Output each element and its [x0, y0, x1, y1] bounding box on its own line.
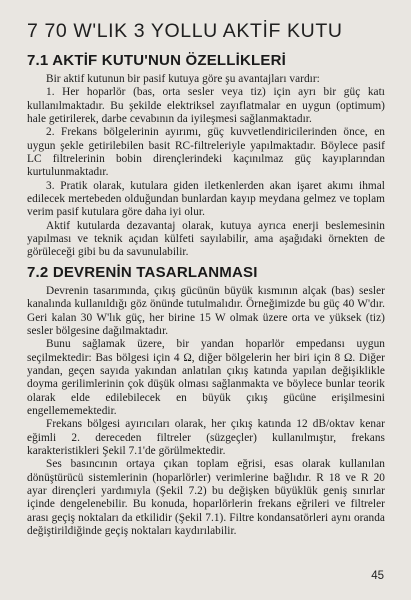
- paragraph: Aktif kutularda dezavantaj olarak, kutuya ayrıca enerji beslemesinin yapılması ve teknik açıdan külfeti sayılabilir, ama aşağıdaki örnekten de görüleceği gibi bu da savunulabilir.: [27, 219, 385, 259]
- paragraph: 1. Her hoparlör (bas, orta sesler veya tiz) için ayrı bir güç katı kullanılmaktadır. Bu şekilde elektriksel zayıflatmalar en uygun (optimum) hale getirilerek, darbe cevabının da iyileşmesi sağlanmaktadır.: [27, 86, 385, 126]
- paragraph: 2. Frekans bölgelerinin ayırımı, güç kuvvetlendiricilerinden önce, en uygun şekle getirilebilen basit RC-filtreleriyle yapılmaktadır. Böylece pasif LC filtrelerinin bobin dirençlerindeki kaçınılmaz güç kayıplarından kurtulunmaktadır.: [27, 126, 385, 179]
- paragraph: Devrenin tasarımında, çıkış gücünün büyük kısmının alçak (bas) sesler kanalında kullanıldığı göz önünde tutulmalıdır. Örneğimizde bu güç 40 W'dır. Geri kalan 30 W'lık güç, her birine 15 W olmak üzere orta ve yüksek (tiz) sesler bölgesine dağılmaktadır.: [27, 284, 385, 337]
- paragraph: Ses basıncının ortaya çıkan toplam eğrisi, esas olarak kullanılan dönüştürücü sistemlerinin (hoparlörler) verimlerine bağlıdır. R 18 ve R 20 ayar dirençleri yardımıyla (Şekil 7.2) bu değişken büyüklük geniş sınırlar içinde dengelenebilir. Bu konuda, hoparlörlerin frekans eğrileri ve filtreler arası geçiş noktaları da etkilidir (Şekil 7.1). Filtre kondansatörleri aynı oranda değiştirildiğinde geçiş noktaları kaydırılabilir.: [27, 458, 385, 537]
- paragraph: 3. Pratik olarak, kutulara giden iletkenlerden akan işaret akımı ihmal edilecek mertebeden olduğundan bunlardan kayıp meydana gelmez ve toplam verim pasif kutulara göre daha iyi olur.: [27, 179, 385, 219]
- paragraph: Bunu sağlamak üzere, bir yandan hoparlör empedansı uygun seçilmektedir: Bas bölgesi için 4 Ω, diğer bölgelerin her biri için 8 Ω. Diğer yandan, geçen sayıda yakından anlatılan çıkış katında yapılan değişiklikle doyma gerilimlerinin çok düşük olması sağlanmakta ve böylece bunlar teorik olarak elde edilebilecek en büyük çıkış gücüne erişilmesini engellememektedir.: [27, 338, 385, 417]
- section-title: 7.1 AKTİF KUTU'NUN ÖZELLİKLERİ: [27, 52, 287, 69]
- section-title: 7.2 DEVRENİN TASARLANMASI: [27, 263, 258, 281]
- paragraph: Frekans bölgesi ayırıcıları olarak, her çıkış katında 12 dB/oktav kenar eğimli 2. dereceden filtreler (süzgeçler) kullanılmıştır, frekans karakteristikleri Şekil 7.1'de görülmektedir.: [27, 418, 385, 457]
- chapter-title: 7 70 W'LIK 3 YOLLU AKTİF KUTU: [27, 20, 343, 42]
- page-number: 45: [371, 570, 384, 582]
- paragraph: Bir aktif kutunun bir pasif kutuya göre şu avantajları vardır:: [46, 73, 320, 85]
